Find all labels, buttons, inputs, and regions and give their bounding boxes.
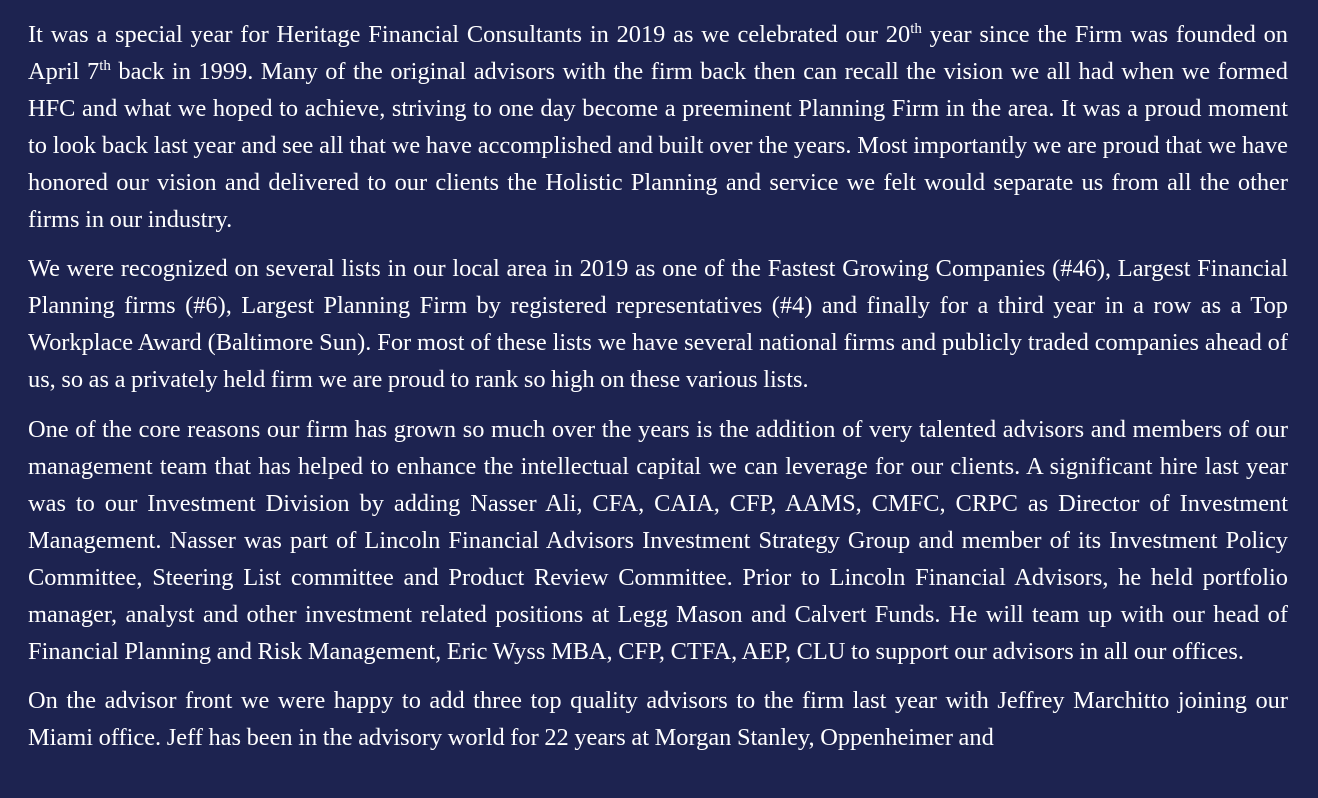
paragraph-recognition: We were recognized on several lists in our local area in 2019 as one of the Fastest Growing Companies (#46), Largest Financial Planning firms (#6), Largest Planning Firm by registered representatives (#4) and finally for a third year in a row as a Top Workplace Award (Baltimore Sun). For most of these lists we have several national firms and publicly traded companies ahead of us, so as a privately held firm we are proud to rank so high on these various lists. [28,255,1288,394]
paragraph-anniversary-text-1: It was a special year for Heritage Financial Consultants in 2019 as we celebrated our 20 [28,21,911,48]
ordinal-suffix: th [99,57,111,74]
paragraph-anniversary-text-2: year since the Firm was founded on April 7 [28,21,1288,85]
paragraph-anniversary [28,17,1288,238]
paragraph-advisors: On the advisor front we were happy to add three top quality advisors to the firm last year with Jeffrey Marchitto joining our Miami office. Jeff has been in the advisory world for 22 years at Morgan Stanley, Oppenheimer and [28,687,1288,752]
ordinal-suffix: th [910,21,922,37]
paragraph-anniversary-text-3: back in 1999. Many of the original advisors with the firm back then can recall the vision we all had when we formed HFC and what we hoped to achieve, striving to one day become a preeminent Planning Firm in the area. It was a proud moment to look back last year and see all that we have accomplished and built over the years. Most importantly we are proud that we have honored our vision and delivered to our clients the Holistic Planning and service we felt would separate us from all the other firms in our industry. [28,57,1289,233]
paragraph-management-team: One of the core reasons our firm has grown so much over the years is the addition of very talented advisors and members of our management team that has helped to enhance the intellectual capital we can leverage for our clients. A significant hire last year was to our Investment Division by adding Nasser Ali, CFA, CAIA, CFP, AAMS, CMFC, CRPC as Director of Investment Management. Nasser was part of Lincoln Financial Advisors Investment Strategy Group and member of its Investment Policy Committee, Steering List committee and Product Review Committee. Prior to Lincoln Financial Advisors, he held portfolio manager, analyst and other investment related positions at Legg Mason and Calvert Funds. He will team up with our head of Financial Planning and Risk Management, Eric Wyss MBA, CFP, CTFA, AEP, CLU to support our advisors in all our offices. [28,416,1288,665]
